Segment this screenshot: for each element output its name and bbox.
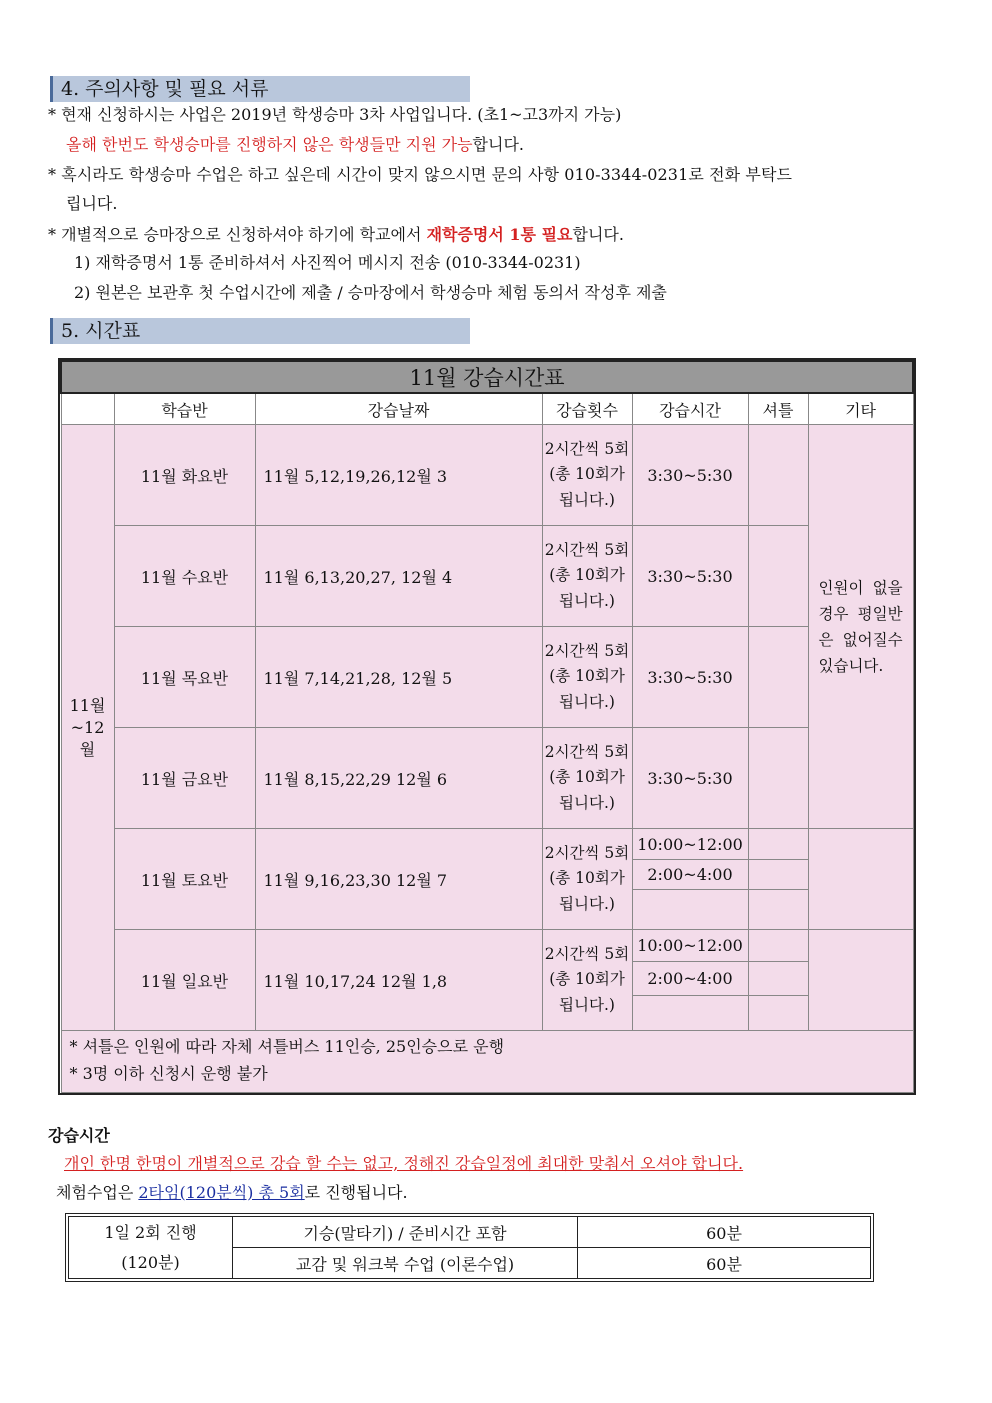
table-row [61,728,913,829]
notice-bullet-2: * 혹시라도 학생승마 수업은 하고 싶은데 시간이 맞지 않으시면 문의 사항 010-3344-0231로 전화 부탁드 [48,165,793,184]
required-doc-item-1: 1) 재학증명서 1통 준비하셔서 사진찍어 메시지 전송 (010-3344-0231) [74,253,581,272]
notice-highlight: 재학증명서 1통 필요 [426,225,573,244]
lesson-part-duration: 60분 [578,1217,871,1248]
header-class: 학습반 [114,393,255,425]
count-cell: 2시간씩 5회 (총 10회가 됩니다.) [542,526,632,627]
notice-text: * 개별적으로 승마장으로 신청하셔야 하기에 학교에서 [48,225,427,244]
shuttle-cell [748,627,808,728]
lesson-title: 강습시간 [48,1126,110,1145]
time-cell: 2:00~4:00 [632,962,748,996]
class-cell: 11월 화요반 [114,425,255,526]
schedule-table [60,360,914,1093]
shuttle-cell [748,860,808,890]
notice-text: 합니다. [472,135,525,154]
notice-bullet-2-cont: 립니다. [66,194,118,213]
notice-bullet-1-cont [66,134,946,156]
table-row [61,526,913,627]
schedule-title: 11월 강습시간표 [61,361,913,393]
class-cell: 11월 금요반 [114,728,255,829]
class-cell: 11월 목요반 [114,627,255,728]
time-cell: 3:30~5:30 [632,526,748,627]
lesson-format-cell [69,1217,233,1279]
lesson-format-line-1: 1일 2회 진행 [104,1222,197,1242]
dates-cell: 11월 5,12,19,26,12월 3 [255,425,542,526]
section-5-heading: 5. 시간표 [50,318,470,344]
dates-cell: 11월 8,15,22,29 12월 6 [255,728,542,829]
time-cell: 2:00~4:00 [632,860,748,890]
table-row [61,627,913,728]
lesson-part-label: 기승(말타기) / 준비시간 포함 [233,1217,578,1248]
time-cell: 10:00~12:00 [632,829,748,860]
lesson-part-label: 교감 및 워크북 수업 (이론수업) [233,1248,578,1279]
time-cell: 3:30~5:30 [632,728,748,829]
count-cell: 2시간씩 5회 (총 10회가 됩니다.) [542,829,632,930]
lesson-breakdown-table [68,1216,871,1279]
experience-text: 체험수업은 [56,1183,139,1202]
class-cell: 11월 일요반 [114,930,255,1031]
dates-cell: 11월 7,14,21,28, 12월 5 [255,627,542,728]
time-cell: 10:00~12:00 [632,930,748,962]
notice-text: 합니다. [572,225,624,244]
class-cell: 11월 수요반 [114,526,255,627]
shuttle-cell [748,930,808,962]
class-cell: 11월 토요반 [114,829,255,930]
section-4-heading: 4. 주의사항 및 필요 서류 [50,76,470,102]
count-cell: 2시간씩 5회 (총 10회가 됩니다.) [542,728,632,829]
etc-cell [808,930,913,1031]
notice-highlight: 올해 한번도 학생승마를 진행하지 않은 학생들만 지원 가능 [66,135,473,154]
shuttle-cell [748,829,808,860]
count-cell: 2시간씩 5회 (총 10회가 됩니다.) [542,930,632,1031]
header-time: 강습시간 [632,393,748,425]
header-count: 강습횟수 [542,393,632,425]
header-empty [61,393,114,425]
shuttle-cell [748,425,808,526]
etc-note: 인원이 없을 경우 평일반은 없어질수 있습니다. [808,425,913,829]
shuttle-cell [748,962,808,996]
count-cell: 2시간씩 5회 (총 10회가 됩니다.) [542,425,632,526]
shuttle-cell [748,890,808,930]
dates-cell: 11월 10,17,24 12월 1,8 [255,930,542,1031]
table-row [61,930,913,962]
footnote-line-2: * 3명 이하 신청시 운행 불가 [69,1064,268,1083]
shuttle-cell [748,996,808,1031]
header-etc: 기타 [808,393,913,425]
notice-bullet-3 [48,224,946,246]
shuttle-cell [748,526,808,627]
footnote-line-1: * 셔틀은 인원에 따라 자체 셔틀버스 11인승, 25인승으로 운행 [69,1037,505,1056]
dates-cell: 11월 9,16,23,30 12월 7 [255,829,542,930]
table-row [61,829,913,860]
notice-bullet-1: * 현재 신청하시는 사업은 2019년 학생승마 3차 사업입니다. (초1~고3까지 가능) [48,105,622,124]
time-cell [632,996,748,1031]
count-cell: 2시간씩 5회 (총 10회가 됩니다.) [542,627,632,728]
lesson-notice-text: 개인 한명 한명이 개별적으로 강습 할 수는 없고, 정해진 강습일정에 최대한 맞춰서 오셔야 합니다. [64,1154,744,1173]
dates-cell: 11월 6,13,20,27, 12월 4 [255,526,542,627]
experience-text: 로 진행됩니다. [304,1183,408,1202]
lesson-part-duration: 60분 [578,1248,871,1279]
lesson-notice [64,1153,946,1175]
shuttle-footnote [61,1031,913,1093]
etc-cell [808,829,913,930]
time-cell [632,890,748,930]
table-row [61,425,913,526]
shuttle-cell [748,728,808,829]
table-footnote-row [61,1031,913,1093]
experience-highlight: 2타임(120분씩) 총 5회 [138,1183,305,1202]
lesson-format-line-2: (120분) [121,1252,180,1272]
time-cell: 3:30~5:30 [632,425,748,526]
experience-line [56,1182,946,1204]
header-shuttle: 셔틀 [748,393,808,425]
time-cell: 3:30~5:30 [632,627,748,728]
period-cell: 11월 ~12 월 [61,425,114,1031]
header-dates: 강습날짜 [255,393,542,425]
required-doc-item-2: 2) 원본은 보관후 첫 수업시간에 제출 / 승마장에서 학생승마 체험 동의서 작성후 제출 [74,283,667,302]
